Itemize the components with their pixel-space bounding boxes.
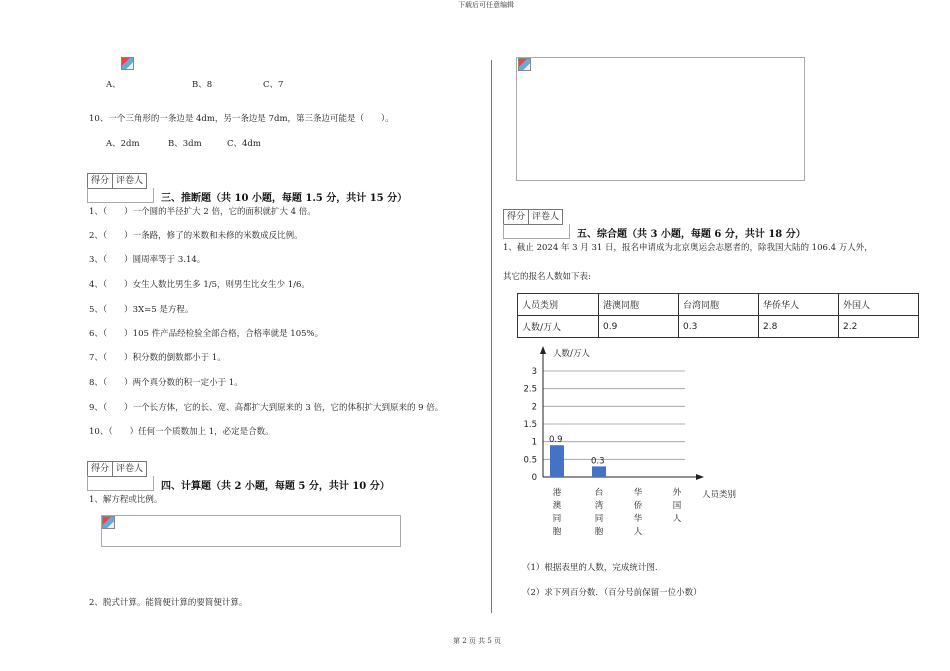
grader-label: 评卷人 [116,464,144,474]
s5-q1-line1: 1、截止 2024 年 3 月 31 日，报名申请成为北京奥运会志愿者的，除我国大陆的 106.4 万人外， [503,243,873,253]
score-box-section5 [503,209,563,225]
table-cell: 港澳同胞 [599,294,679,316]
table-row [518,294,919,316]
bar-chart [500,340,760,540]
table-cell: 人员类别 [518,294,599,316]
section3-title: 三、推断题（共 10 小题，每题 1.5 分，共计 15 分） [161,193,408,204]
q9-option-a: A、 [106,80,121,90]
x-category-label: 港 [552,488,562,498]
section5-title: 五、综合题（共 3 小题，每题 6 分，共计 18 分） [577,229,806,240]
s3-item-5: 5、（ ）3X=5 是方程。 [89,305,194,315]
grader-label: 评卷人 [532,212,560,222]
broken-image-icon [102,516,115,529]
table-cell: 0.3 [679,316,759,338]
x-category-label: 胞 [594,527,604,537]
table-row [518,316,919,338]
x-category-label: 台 [594,488,604,498]
y-tick-label: 3 [531,367,537,377]
s5-sub1: （1）根据表里的人数，完成统计图. [522,563,658,573]
score-box-blank-row [87,188,154,203]
s3-item-1: 1、（ ）一个圆的半径扩大 2 倍，它的面积就扩大 4 倍。 [89,207,316,217]
s4-q2: 2、脱式计算。能简便计算的要简便计算。 [89,598,248,608]
x-category-label: 人 [633,527,643,537]
x-category-label: 澳 [552,501,562,511]
table-cell: 0.9 [599,316,679,338]
x-category-label: 国 [672,501,682,511]
y-tick-label: 2.5 [523,384,537,395]
bar [592,466,606,477]
x-category-label: 湾 [594,501,604,511]
y-axis-label: 人数/万人 [553,349,590,359]
header-note: 下载后可任意编辑 [458,1,514,9]
image-frame [516,57,805,181]
s3-item-2: 2、（ ）一条路，修了的米数和未修的米数成反比例。 [89,231,303,241]
table-cell: 华侨华人 [759,294,839,316]
score-box-section3 [87,173,147,189]
score-label: 得分 [504,210,529,224]
score-box-blank-row [503,224,570,239]
s5-sub2: （2）求下列百分数．（百分号前保留一位小数） [522,588,702,598]
s4-q1: 1、解方程或比例。 [89,495,163,505]
s3-item-4: 4、（ ）女生人数比男生多 1/5，则男生比女生少 1/6。 [89,280,310,290]
section4-title: 四、计算题（共 2 小题，每题 5 分，共计 10 分） [161,481,390,492]
x-axis-label: 人员类别 [702,490,737,500]
s5-q1-line2: 其它的报名人数如下表: [503,272,591,282]
x-category-label: 胞 [552,527,562,537]
y-tick-label: 1.5 [523,420,537,430]
y-tick-label: 0.5 [523,455,537,466]
x-axis-arrow [696,474,704,480]
s3-item-8: 8、（ ）两个真分数的积一定小于 1。 [89,378,243,388]
s3-item-9: 9、（ ）一个长方体，它的长、宽、高都扩大到原来的 3 倍，它的体积扩大到原来的 9 倍。 [89,403,444,413]
q9-option-b: B、8 [192,80,213,90]
table-cell: 台湾同胞 [679,294,759,316]
x-category-label: 同 [552,514,562,524]
q10-text: 10、一个三角形的一条边是 4dm，另一条边是 7dm，第三条边可能是（ ）。 [89,114,394,124]
q9-option-c: C、7 [263,80,284,90]
score-label: 得分 [88,174,113,188]
answer-image-frame [101,515,401,547]
x-category-label: 侨 [633,501,643,511]
s3-item-10: 10、（ ）任何一个质数加上 1，必定是合数。 [89,427,274,437]
x-category-label: 同 [594,514,604,524]
x-category-label: 华 [633,514,643,524]
x-category-label: 人 [672,514,682,524]
s3-item-6: 6、（ ）105 件产品经检验全部合格，合格率就是 105%。 [89,329,324,339]
s3-item-3: 3、（ ）圆周率等于 3.14。 [89,255,206,265]
x-category-label: 华 [633,488,643,498]
score-box-blank-row [87,476,154,491]
data-label: 0.3 [591,456,605,467]
volunteer-table [517,293,919,338]
s3-item-7: 7、（ ）积分数的倒数都小于 1。 [89,353,226,363]
q10-option-a: A、2dm [106,139,140,149]
table-cell: 2.8 [759,316,839,338]
broken-image-icon [518,58,531,71]
q10-option-c: C、4dm [227,139,261,149]
table-cell: 人数/万人 [518,316,599,338]
table-cell: 2.2 [839,316,919,338]
y-tick-label: 0 [531,473,537,483]
page-number: 第 2 页 共 5 页 [453,637,502,645]
score-box-section4 [87,461,147,477]
column-divider [491,60,492,613]
data-label: 0.9 [549,435,563,446]
y-tick-label: 2 [531,402,537,413]
y-tick-label: 1 [531,437,537,448]
table-cell: 外国人 [839,294,919,316]
score-label: 得分 [88,462,113,476]
bar [550,445,564,477]
q10-option-b: B、3dm [168,139,202,149]
x-category-label: 外 [672,488,682,498]
grader-label: 评卷人 [116,176,144,186]
broken-image-icon [121,57,134,70]
y-axis-arrow [540,346,546,354]
